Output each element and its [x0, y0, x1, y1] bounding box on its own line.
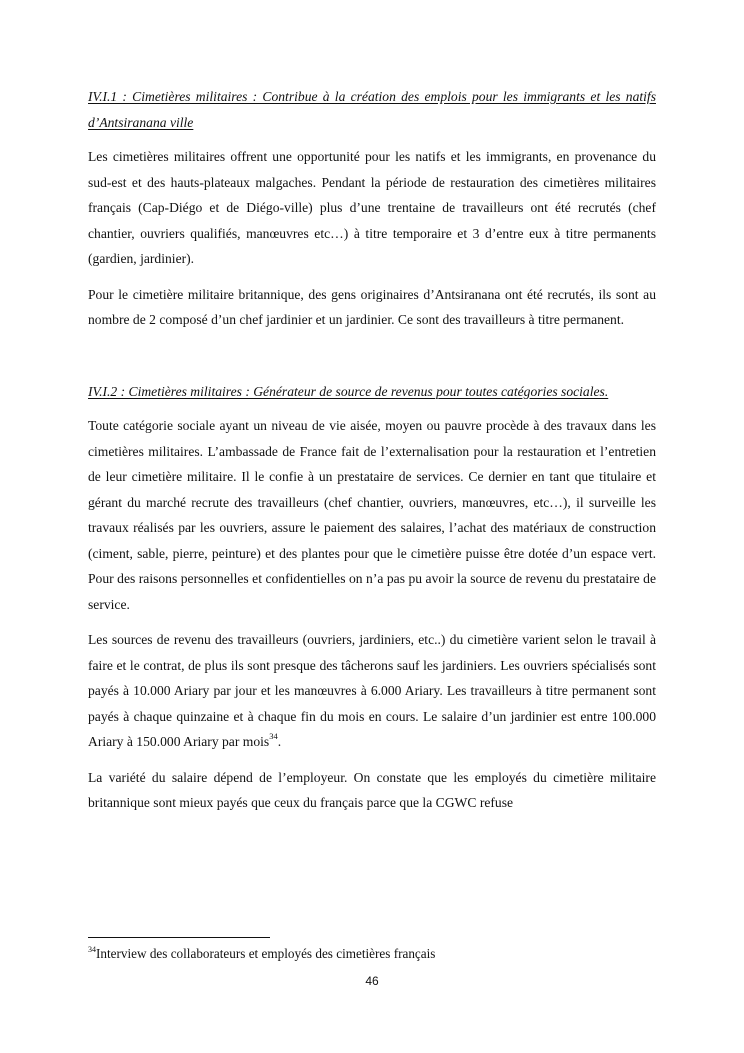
- page-body: [88, 84, 656, 816]
- footnote-separator: [88, 937, 270, 938]
- paragraph-end: .: [277, 734, 282, 749]
- footnote: [88, 945, 688, 963]
- paragraph: La variété du salaire dépend de l’employeur. On constate que les employés du cimetière militaire britannique sont mieux payés que ceux du français parce que la CGWC refuse: [88, 769, 656, 810]
- footnote-text: Interview des collaborateurs et employés des cimetières français: [96, 946, 436, 961]
- footnote-number: 34: [88, 944, 96, 954]
- paragraph-with-footnote: [88, 627, 656, 755]
- section-heading-iv-i-1: IV.I.1 : Cimetières militaires : Contribue à la création des emplois pour les immigrants et les natifs d’Antsiranana ville: [88, 89, 656, 130]
- footnote-reference[interactable]: 34: [269, 731, 278, 742]
- paragraph: Toute catégorie sociale ayant un niveau de vie aisée, moyen ou pauvre procède à des travaux dans les cimetières militaires. L’ambassade de France fait de l’externalisation pour la restauration et l’entretien de leur cimetière militaire. Il le confie à un prestataire de services. Ce dernier en tant que titulaire et gérant du marché recrute des travailleurs (chef chantier, ouvriers, manœuvres, etc…), il surveille les travaux réalisés par les ouvriers, assure le paiement des salaires, l’achat des matériaux de construction (ciment, sable, pierre, peinture) et des plantes pour que le cimetière puisse être dotée d’un espace vert. Pour des raisons personnelles et confidentielles on n’a pas pu avoir la source de revenu du prestataire de service.: [88, 418, 656, 612]
- paragraph-text: Les sources de revenu des travailleurs (ouvriers, jardiniers, etc..) du cimetière varient selon le travail à faire et le contrat, de plus ils sont presque des tâcherons sauf les jardiniers. Les ouvriers spécialisés sont payés à 10.000 Ariary par jour et les manœuvres à 6.000 Ariary. Les travailleurs à titre permanent sont payés à chaque quinzaine et à chaque fin du mois en cours. Le salaire d’un jardinier est entre 100.000 Ariary à 150.000 Ariary par mois: [88, 632, 656, 749]
- paragraph: Les cimetières militaires offrent une opportunité pour les natifs et les immigrants, en provenance du sud-est et des hauts-plateaux malgaches. Pendant la période de restauration des cimetières militaires français (Cap-Diégo et de Diégo-ville) plus d’une trentaine de travailleurs ont été recrutés (chef chantier, ouvriers qualifiés, manœuvres etc…) à titre temporaire et 3 d’entre eux à titre permanents (gardien, jardinier).: [88, 149, 656, 266]
- paragraph: Pour le cimetière militaire britannique, des gens originaires d’Antsiranana ont été recrutés, ils sont au nombre de 2 composé d’un chef jardinier et un jardinier. Ce sont des travailleurs à titre permanent.: [88, 286, 656, 327]
- page-number: 46: [365, 974, 379, 988]
- section-heading-iv-i-2: IV.I.2 : Cimetières militaires : Générateur de source de revenus pour toutes catégories sociales.: [88, 383, 609, 399]
